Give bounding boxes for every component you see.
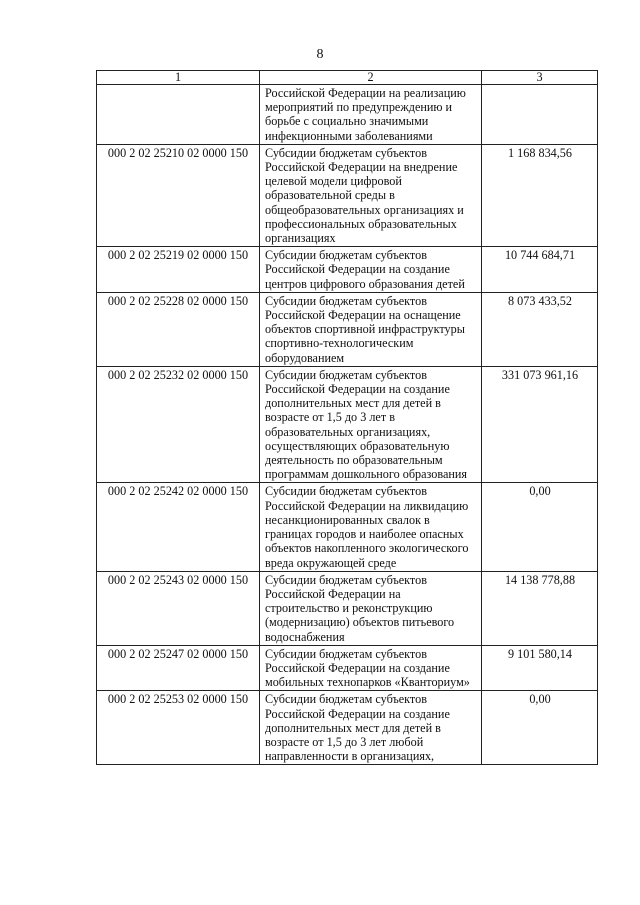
row-description: Субсидии бюджетам субъектов Российской Федерации на внедрение целевой модели цифровой образовательной среды в общеобразовательных организациях и профессиональных образовательных организациях <box>260 144 482 246</box>
row-description: Субсидии бюджетам субъектов Российской Федерации на создание мобильных технопарков «Кванториум» <box>260 645 482 691</box>
row-amount: 1 168 834,56 <box>482 144 598 246</box>
row-amount: 8 073 433,52 <box>482 292 598 366</box>
row-description: Субсидии бюджетам субъектов Российской Федерации на создание центров цифрового образования детей <box>260 247 482 293</box>
row-amount: 14 138 778,88 <box>482 571 598 645</box>
budget-code: 000 2 02 25219 02 0000 150 <box>97 247 260 293</box>
budget-code: 000 2 02 25247 02 0000 150 <box>97 645 260 691</box>
row-amount: 9 101 580,14 <box>482 645 598 691</box>
budget-code: 000 2 02 25232 02 0000 150 <box>97 366 260 483</box>
page-number: 8 <box>316 47 324 62</box>
row-description: Субсидии бюджетам субъектов Российской Федерации на ликвидацию несанкционированных свалок в границах городов и наиболее опасных объектов накопленного экологического вреда окружающей среде <box>260 483 482 571</box>
table-row <box>97 366 598 483</box>
table-row <box>97 645 598 691</box>
table-row <box>97 85 598 145</box>
budget-code <box>97 85 260 145</box>
budget-code: 000 2 02 25228 02 0000 150 <box>97 292 260 366</box>
table-row <box>97 144 598 246</box>
row-description: Российской Федерации на реализацию мероприятий по предупреждению и борьбе с социально значимыми инфекционными заболеваниями <box>260 85 482 145</box>
row-amount <box>482 85 598 145</box>
column-header-3: 3 <box>482 71 598 85</box>
budget-code: 000 2 02 25210 02 0000 150 <box>97 144 260 246</box>
table-row <box>97 571 598 645</box>
row-description: Субсидии бюджетам субъектов Российской Федерации на создание дополнительных мест для детей в возрасте от 1,5 до 3 лет любой направленности в организациях, <box>260 691 482 765</box>
budget-table <box>96 70 598 765</box>
table-row <box>97 691 598 765</box>
budget-code: 000 2 02 25242 02 0000 150 <box>97 483 260 571</box>
row-description: Субсидии бюджетам субъектов Российской Федерации на строительство и реконструкцию (модернизацию) объектов питьевого водоснабжения <box>260 571 482 645</box>
table-row <box>97 292 598 366</box>
table-row <box>97 247 598 293</box>
column-header-2: 2 <box>260 71 482 85</box>
row-amount: 10 744 684,71 <box>482 247 598 293</box>
row-amount: 0,00 <box>482 691 598 765</box>
row-amount: 331 073 961,16 <box>482 366 598 483</box>
budget-code: 000 2 02 25243 02 0000 150 <box>97 571 260 645</box>
column-header-1: 1 <box>97 71 260 85</box>
row-amount: 0,00 <box>482 483 598 571</box>
row-description: Субсидии бюджетам субъектов Российской Федерации на создание дополнительных мест для детей в возрасте от 1,5 до 3 лет в образовательных организациях, осуществляющих образовательную деятельность по образовательным программам дошкольного образования <box>260 366 482 483</box>
row-description: Субсидии бюджетам субъектов Российской Федерации на оснащение объектов спортивной инфраструктуры спортивно-технологическим оборудованием <box>260 292 482 366</box>
table-header-row <box>97 71 598 85</box>
budget-code: 000 2 02 25253 02 0000 150 <box>97 691 260 765</box>
table-row <box>97 483 598 571</box>
